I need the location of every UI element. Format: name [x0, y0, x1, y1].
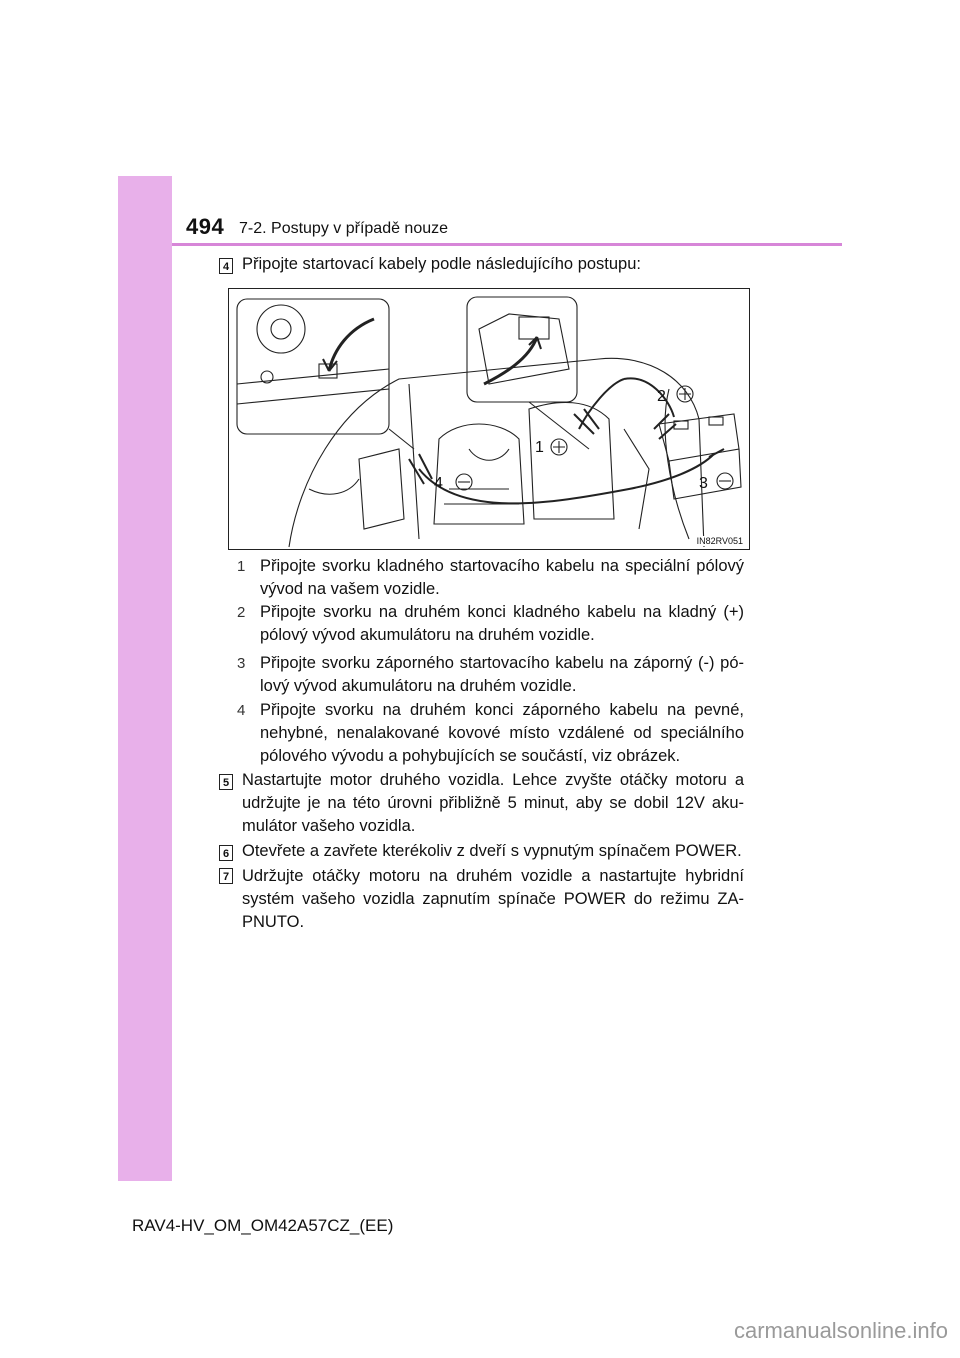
step-text: Nastartujte motor druhého vozidla. Lehce zvyšte otáčky motoru a udržujte je na této úrovni přibližně 5 minut, aby se dobil 12V aku-mulátor vašeho vozidla.	[242, 771, 744, 835]
substep-text: Připojte svorku na druhém konci záporného kabelu na pevné, nehybné, nenalakované kovové místo vzdálené od speciálního pólového vývodu a pohybujících se součástí, viz obrázek.	[260, 701, 744, 765]
page-number: 494	[186, 214, 225, 239]
callout-2: 2	[657, 388, 666, 405]
substep-number: 3	[237, 655, 246, 672]
step-number-box: 4	[219, 258, 233, 274]
step-number-box: 6	[219, 845, 233, 861]
step-text: Udržujte otáčky motoru na druhém vozidle a nastartujte hybridní systém vašeho vozidla zapnutím spínače POWER do režimu ZA-PNUTO.	[242, 867, 744, 931]
step-text: Otevřete a zavřete kterékoliv z dveří s vypnutým spínačem POWER.	[242, 842, 742, 860]
step-number-box: 7	[219, 868, 233, 884]
watermark: carmanualsonline.info	[733, 1318, 948, 1343]
document-code-footer: RAV4-HV_OM_OM42A57CZ_(EE)	[132, 1216, 394, 1235]
callout-4: 4	[434, 475, 443, 492]
step-number-box: 5	[219, 774, 233, 790]
chapter-side-tab	[118, 176, 172, 1181]
callout-3: 3	[699, 475, 708, 492]
header-divider	[172, 243, 842, 246]
callout-1: 1	[535, 439, 544, 456]
engine-bay-drawing	[229, 289, 750, 550]
substep-text: Připojte svorku kladného startovacího kabelu na speciální pólový vývod na vašem vozidle.	[260, 557, 744, 598]
figure-code: IN82RV051	[696, 536, 743, 546]
substep-number: 2	[237, 604, 246, 621]
jump-start-illustration	[228, 288, 750, 550]
substep-number: 4	[237, 702, 246, 719]
step-text: Připojte startovací kabely podle následujícího postupu:	[242, 255, 641, 273]
substep-number: 1	[237, 558, 246, 575]
substep-text: Připojte svorku na druhém konci kladného kabelu na kladný (+) pólový vývod akumulátoru na druhém vozidle.	[260, 603, 744, 644]
section-title: 7-2. Postupy v případě nouze	[239, 220, 449, 237]
substep-text: Připojte svorku záporného startovacího kabelu na záporný (-) pó-lový vývod akumulátoru na druhém vozidle.	[260, 654, 744, 695]
